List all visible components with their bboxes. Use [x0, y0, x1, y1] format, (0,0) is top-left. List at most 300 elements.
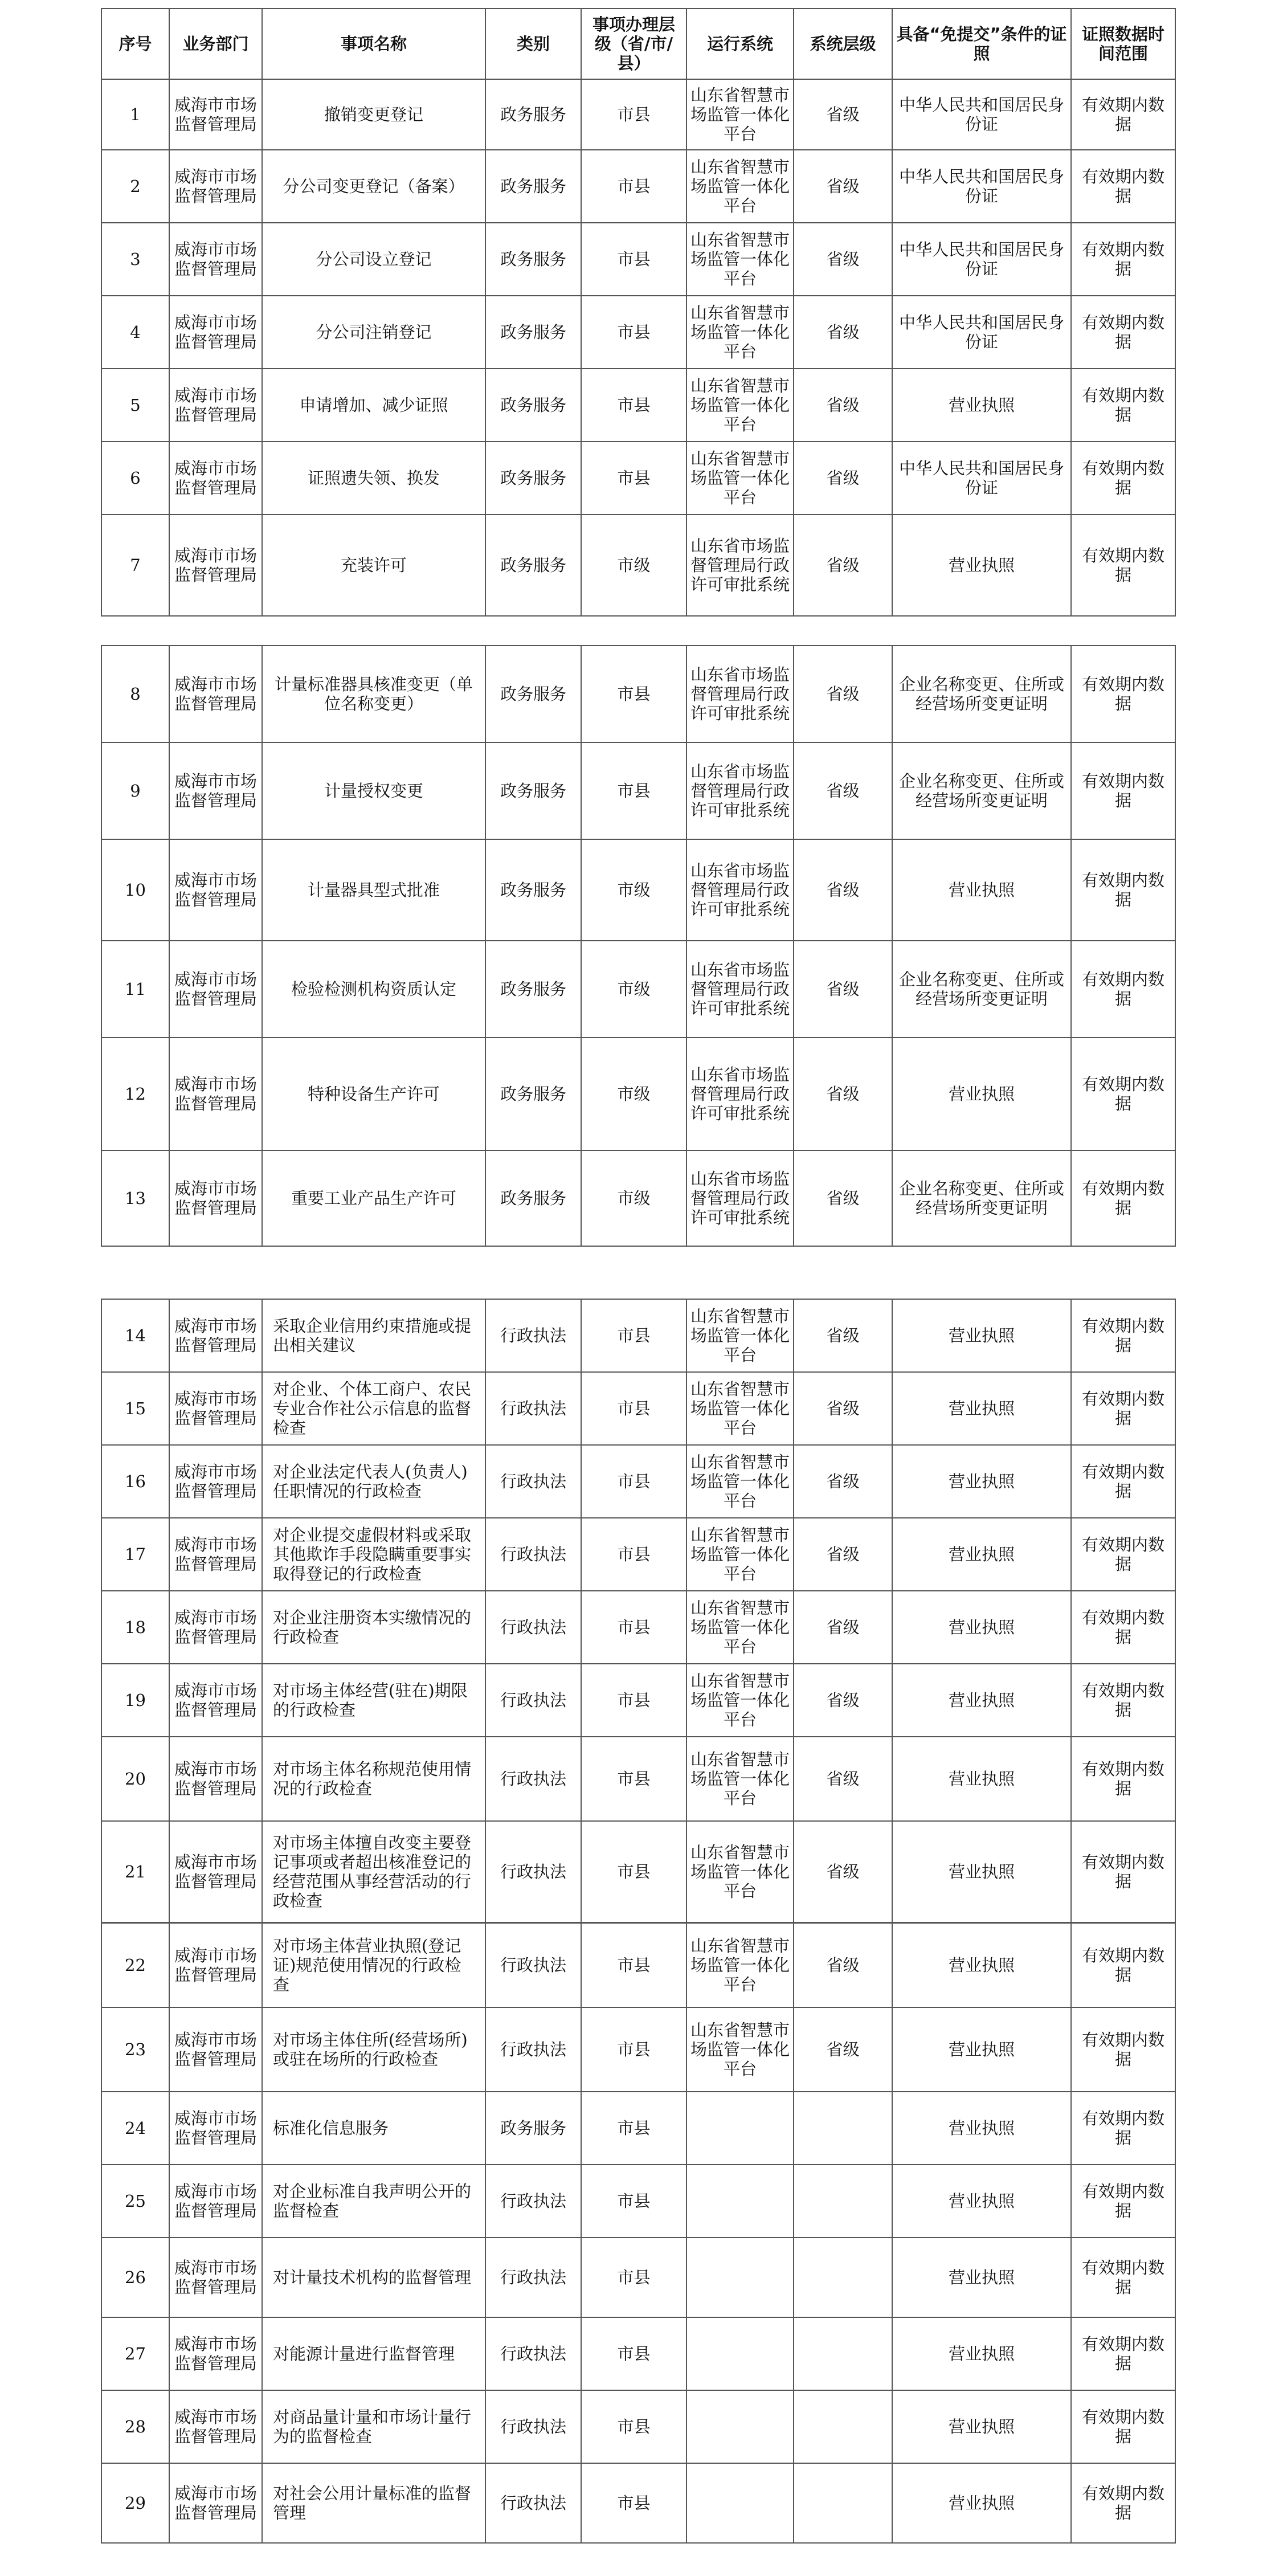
cell-item-name: 对社会公用计量标准的监督管理	[262, 2463, 485, 2543]
cell-level: 市县	[581, 150, 687, 223]
cell-index: 7	[101, 515, 169, 616]
cell-department: 威海市市场监督管理局	[169, 1664, 262, 1737]
cell-system-level: 省级	[794, 1150, 892, 1246]
cell-department: 威海市市场监督管理局	[169, 941, 262, 1038]
table-row	[101, 2390, 1175, 2463]
table-row	[101, 646, 1175, 742]
cell-index: 29	[101, 2463, 169, 2543]
cell-item-name: 对企业注册资本实缴情况的行政检查	[262, 1591, 485, 1664]
cell-time-range: 有效期内数据	[1071, 2317, 1175, 2390]
cell-system-level: 省级	[794, 742, 892, 839]
cell-item-name: 对市场主体经营(驻在)期限的行政检查	[262, 1664, 485, 1737]
cell-time-range: 有效期内数据	[1071, 1664, 1175, 1737]
cell-level: 市县	[581, 2317, 687, 2390]
cell-index: 3	[101, 223, 169, 296]
cell-category: 行政执法	[485, 2463, 581, 2543]
cell-system: 山东省市场监督管理局行政许可审批系统	[687, 1150, 794, 1246]
cell-category: 政务服务	[485, 79, 581, 150]
cell-time-range: 有效期内数据	[1071, 1821, 1175, 1922]
cell-item-name: 对市场主体营业执照(登记证)规范使用情况的行政检查	[262, 1923, 485, 2007]
cell-system	[687, 2092, 794, 2165]
cell-system-level: 省级	[794, 1445, 892, 1518]
cell-system: 山东省智慧市场监管一体化平台	[687, 1737, 794, 1821]
header-index: 序号	[101, 9, 169, 79]
cell-item-name: 对企业提交虚假材料或采取其他欺诈手段隐瞒重要事实取得登记的行政检查	[262, 1518, 485, 1591]
cell-item-name: 申请增加、减少证照	[262, 369, 485, 442]
table-row	[101, 1737, 1175, 1821]
cell-system: 山东省智慧市场监管一体化平台	[687, 1591, 794, 1664]
header-item-name: 事项名称	[262, 9, 485, 79]
cell-system-level: 省级	[794, 1518, 892, 1591]
table-row	[101, 1150, 1175, 1246]
table-row	[101, 442, 1175, 515]
cell-license: 营业执照	[892, 1821, 1071, 1922]
cell-time-range: 有效期内数据	[1071, 646, 1175, 742]
cell-level: 市县	[581, 1518, 687, 1591]
cell-level: 市县	[581, 646, 687, 742]
cell-system: 山东省智慧市场监管一体化平台	[687, 1445, 794, 1518]
cell-index: 6	[101, 442, 169, 515]
cell-license: 营业执照	[892, 1372, 1071, 1445]
cell-system-level: 省级	[794, 150, 892, 223]
cell-level: 市县	[581, 223, 687, 296]
cell-category: 政务服务	[485, 296, 581, 369]
cell-category: 行政执法	[485, 1299, 581, 1372]
cell-item-name: 对能源计量进行监督管理	[262, 2317, 485, 2390]
cell-department: 威海市市场监督管理局	[169, 742, 262, 839]
cell-index: 24	[101, 2092, 169, 2165]
cell-level: 市县	[581, 2007, 687, 2092]
cell-system-level: 省级	[794, 941, 892, 1038]
header-time-range: 证照数据时间范围	[1071, 9, 1175, 79]
cell-time-range: 有效期内数据	[1071, 2007, 1175, 2092]
cell-system: 山东省智慧市场监管一体化平台	[687, 1923, 794, 2007]
cell-index: 15	[101, 1372, 169, 1445]
cell-index: 11	[101, 941, 169, 1038]
cell-system-level: 省级	[794, 296, 892, 369]
cell-item-name: 检验检测机构资质认定	[262, 941, 485, 1038]
cell-index: 16	[101, 1445, 169, 1518]
cell-time-range: 有效期内数据	[1071, 296, 1175, 369]
cell-system-level: 省级	[794, 1299, 892, 1372]
cell-system: 山东省市场监督管理局行政许可审批系统	[687, 839, 794, 941]
cell-time-range: 有效期内数据	[1071, 2092, 1175, 2165]
cell-department: 威海市市场监督管理局	[169, 1299, 262, 1372]
cell-category: 行政执法	[485, 1372, 581, 1445]
cell-department: 威海市市场监督管理局	[169, 2165, 262, 2238]
cell-license: 营业执照	[892, 2390, 1071, 2463]
cell-license: 企业名称变更、住所或经营场所变更证明	[892, 1150, 1071, 1246]
cell-level: 市县	[581, 369, 687, 442]
cell-system-level: 省级	[794, 515, 892, 616]
table-row	[101, 1591, 1175, 1664]
cell-system	[687, 2165, 794, 2238]
cell-license: 营业执照	[892, 2238, 1071, 2317]
cell-category: 政务服务	[485, 369, 581, 442]
table-row	[101, 1821, 1175, 1922]
cell-category: 政务服务	[485, 1150, 581, 1246]
cell-license: 中华人民共和国居民身份证	[892, 150, 1071, 223]
cell-system	[687, 2317, 794, 2390]
cell-item-name: 计量器具型式批准	[262, 839, 485, 941]
cell-time-range: 有效期内数据	[1071, 742, 1175, 839]
cell-system-level: 省级	[794, 646, 892, 742]
table-row	[101, 1372, 1175, 1445]
table-row	[101, 941, 1175, 1038]
cell-item-name: 分公司变更登记（备案）	[262, 150, 485, 223]
cell-index: 8	[101, 646, 169, 742]
table-row	[101, 515, 1175, 616]
header-system: 运行系统	[687, 9, 794, 79]
table-row	[101, 839, 1175, 941]
cell-department: 威海市市场监督管理局	[169, 1372, 262, 1445]
cell-system: 山东省智慧市场监管一体化平台	[687, 1299, 794, 1372]
cell-index: 5	[101, 369, 169, 442]
cell-department: 威海市市场监督管理局	[169, 2463, 262, 2543]
cell-system-level	[794, 2390, 892, 2463]
cell-department: 威海市市场监督管理局	[169, 79, 262, 150]
cell-category: 行政执法	[485, 2165, 581, 2238]
cell-category: 政务服务	[485, 646, 581, 742]
cell-license: 营业执照	[892, 1518, 1071, 1591]
cell-time-range: 有效期内数据	[1071, 150, 1175, 223]
cell-license: 中华人民共和国居民身份证	[892, 223, 1071, 296]
cell-department: 威海市市场监督管理局	[169, 369, 262, 442]
cell-category: 政务服务	[485, 2092, 581, 2165]
cell-department: 威海市市场监督管理局	[169, 839, 262, 941]
table-block-3	[101, 1299, 1176, 1923]
cell-department: 威海市市场监督管理局	[169, 150, 262, 223]
table-row	[101, 1299, 1175, 1372]
cell-department: 威海市市场监督管理局	[169, 1518, 262, 1591]
cell-department: 威海市市场监督管理局	[169, 1821, 262, 1922]
cell-department: 威海市市场监督管理局	[169, 2007, 262, 2092]
cell-index: 4	[101, 296, 169, 369]
cell-license: 营业执照	[892, 2165, 1071, 2238]
cell-department: 威海市市场监督管理局	[169, 442, 262, 515]
cell-system: 山东省智慧市场监管一体化平台	[687, 1821, 794, 1922]
cell-category: 政务服务	[485, 839, 581, 941]
table-row	[101, 2092, 1175, 2165]
cell-category: 政务服务	[485, 941, 581, 1038]
cell-index: 12	[101, 1038, 169, 1150]
header-system-level: 系统层级	[794, 9, 892, 79]
table-block-2	[101, 645, 1176, 1247]
cell-department: 威海市市场监督管理局	[169, 223, 262, 296]
cell-level: 市县	[581, 1372, 687, 1445]
cell-system-level	[794, 2092, 892, 2165]
cell-level: 市县	[581, 1591, 687, 1664]
cell-system-level: 省级	[794, 1821, 892, 1922]
header-category: 类别	[485, 9, 581, 79]
cell-license: 营业执照	[892, 1038, 1071, 1150]
cell-level: 市县	[581, 2390, 687, 2463]
cell-index: 19	[101, 1664, 169, 1737]
cell-item-name: 撤销变更登记	[262, 79, 485, 150]
table-row	[101, 1038, 1175, 1150]
cell-license: 营业执照	[892, 2007, 1071, 2092]
cell-index: 28	[101, 2390, 169, 2463]
cell-department: 威海市市场监督管理局	[169, 1737, 262, 1821]
cell-system-level: 省级	[794, 369, 892, 442]
cell-level: 市县	[581, 1664, 687, 1737]
cell-system-level	[794, 2463, 892, 2543]
cell-license: 营业执照	[892, 2317, 1071, 2390]
cell-item-name: 对市场主体名称规范使用情况的行政检查	[262, 1737, 485, 1821]
cell-item-name: 对企业、个体工商户、农民专业合作社公示信息的监督检查	[262, 1372, 485, 1445]
cell-system: 山东省智慧市场监管一体化平台	[687, 296, 794, 369]
cell-system-level: 省级	[794, 1591, 892, 1664]
cell-level: 市县	[581, 742, 687, 839]
cell-system: 山东省智慧市场监管一体化平台	[687, 442, 794, 515]
table-row	[101, 1445, 1175, 1518]
cell-department: 威海市市场监督管理局	[169, 1150, 262, 1246]
table-block-1	[101, 8, 1176, 617]
cell-time-range: 有效期内数据	[1071, 79, 1175, 150]
cell-index: 20	[101, 1737, 169, 1821]
cell-category: 行政执法	[485, 1664, 581, 1737]
table-row	[101, 1664, 1175, 1737]
cell-category: 行政执法	[485, 1923, 581, 2007]
cell-time-range: 有效期内数据	[1071, 1591, 1175, 1664]
cell-system: 山东省智慧市场监管一体化平台	[687, 79, 794, 150]
cell-license: 企业名称变更、住所或经营场所变更证明	[892, 941, 1071, 1038]
cell-category: 政务服务	[485, 1038, 581, 1150]
header-level: 事项办理层级（省/市/县）	[581, 9, 687, 79]
cell-time-range: 有效期内数据	[1071, 369, 1175, 442]
cell-index: 27	[101, 2317, 169, 2390]
cell-time-range: 有效期内数据	[1071, 1518, 1175, 1591]
table-row	[101, 2238, 1175, 2317]
cell-time-range: 有效期内数据	[1071, 1737, 1175, 1821]
cell-index: 18	[101, 1591, 169, 1664]
table-row	[101, 369, 1175, 442]
cell-level: 市县	[581, 1445, 687, 1518]
cell-item-name: 计量授权变更	[262, 742, 485, 839]
cell-time-range: 有效期内数据	[1071, 2238, 1175, 2317]
cell-system-level: 省级	[794, 79, 892, 150]
cell-system-level: 省级	[794, 1923, 892, 2007]
cell-system: 山东省智慧市场监管一体化平台	[687, 1372, 794, 1445]
cell-system-level	[794, 2317, 892, 2390]
cell-department: 威海市市场监督管理局	[169, 2238, 262, 2317]
cell-department: 威海市市场监督管理局	[169, 2092, 262, 2165]
cell-item-name: 对市场主体擅自改变主要登记事项或者超出核准登记的经营范围从事经营活动的行政检查	[262, 1821, 485, 1922]
cell-index: 25	[101, 2165, 169, 2238]
cell-system-level: 省级	[794, 839, 892, 941]
table-row	[101, 742, 1175, 839]
table-row	[101, 1923, 1175, 2007]
cell-level: 市县	[581, 2092, 687, 2165]
cell-level: 市县	[581, 442, 687, 515]
cell-system-level: 省级	[794, 2007, 892, 2092]
cell-department: 威海市市场监督管理局	[169, 1923, 262, 2007]
table-row	[101, 2317, 1175, 2390]
table-block-4	[101, 1922, 1176, 2544]
cell-license: 营业执照	[892, 1299, 1071, 1372]
cell-license: 中华人民共和国居民身份证	[892, 79, 1071, 150]
cell-index: 9	[101, 742, 169, 839]
cell-system: 山东省智慧市场监管一体化平台	[687, 1518, 794, 1591]
cell-system-level	[794, 2165, 892, 2238]
cell-license: 营业执照	[892, 2092, 1071, 2165]
cell-item-name: 计量标准器具核准变更（单位名称变更）	[262, 646, 485, 742]
cell-level: 市级	[581, 515, 687, 616]
cell-time-range: 有效期内数据	[1071, 1445, 1175, 1518]
table-row	[101, 2007, 1175, 2092]
cell-category: 行政执法	[485, 1737, 581, 1821]
cell-system-level: 省级	[794, 1038, 892, 1150]
cell-item-name: 对计量技术机构的监督管理	[262, 2238, 485, 2317]
cell-item-name: 对企业标准自我声明公开的监督检查	[262, 2165, 485, 2238]
table-row	[101, 1518, 1175, 1591]
cell-level: 市级	[581, 941, 687, 1038]
cell-time-range: 有效期内数据	[1071, 941, 1175, 1038]
cell-time-range: 有效期内数据	[1071, 515, 1175, 616]
cell-category: 行政执法	[485, 1445, 581, 1518]
cell-system: 山东省智慧市场监管一体化平台	[687, 150, 794, 223]
cell-level: 市级	[581, 839, 687, 941]
cell-time-range: 有效期内数据	[1071, 1923, 1175, 2007]
cell-level: 市县	[581, 2165, 687, 2238]
cell-system: 山东省智慧市场监管一体化平台	[687, 2007, 794, 2092]
cell-department: 威海市市场监督管理局	[169, 646, 262, 742]
cell-category: 政务服务	[485, 223, 581, 296]
cell-level: 市县	[581, 79, 687, 150]
cell-time-range: 有效期内数据	[1071, 839, 1175, 941]
cell-index: 13	[101, 1150, 169, 1246]
cell-item-name: 特种设备生产许可	[262, 1038, 485, 1150]
cell-system: 山东省智慧市场监管一体化平台	[687, 223, 794, 296]
cell-item-name: 对市场主体住所(经营场所)或驻在场所的行政检查	[262, 2007, 485, 2092]
cell-license: 营业执照	[892, 839, 1071, 941]
cell-category: 行政执法	[485, 1518, 581, 1591]
cell-index: 26	[101, 2238, 169, 2317]
cell-category: 行政执法	[485, 2317, 581, 2390]
cell-level: 市县	[581, 2463, 687, 2543]
cell-system-level: 省级	[794, 1664, 892, 1737]
cell-system: 山东省市场监督管理局行政许可审批系统	[687, 646, 794, 742]
cell-license: 企业名称变更、住所或经营场所变更证明	[892, 742, 1071, 839]
cell-department: 威海市市场监督管理局	[169, 1591, 262, 1664]
cell-system: 山东省市场监督管理局行政许可审批系统	[687, 742, 794, 839]
cell-index: 21	[101, 1821, 169, 1922]
cell-level: 市县	[581, 2238, 687, 2317]
cell-item-name: 证照遗失领、换发	[262, 442, 485, 515]
cell-item-name: 分公司设立登记	[262, 223, 485, 296]
table-row	[101, 79, 1175, 150]
cell-system	[687, 2463, 794, 2543]
cell-license: 企业名称变更、住所或经营场所变更证明	[892, 646, 1071, 742]
cell-time-range: 有效期内数据	[1071, 2463, 1175, 2543]
cell-system: 山东省市场监督管理局行政许可审批系统	[687, 1038, 794, 1150]
cell-index: 14	[101, 1299, 169, 1372]
header-department: 业务部门	[169, 9, 262, 79]
cell-category: 政务服务	[485, 442, 581, 515]
cell-system: 山东省市场监督管理局行政许可审批系统	[687, 515, 794, 616]
cell-level: 市县	[581, 296, 687, 369]
cell-category: 行政执法	[485, 1591, 581, 1664]
cell-department: 威海市市场监督管理局	[169, 1445, 262, 1518]
cell-index: 1	[101, 79, 169, 150]
cell-time-range: 有效期内数据	[1071, 2165, 1175, 2238]
cell-time-range: 有效期内数据	[1071, 1299, 1175, 1372]
cell-category: 行政执法	[485, 1821, 581, 1922]
cell-license: 营业执照	[892, 515, 1071, 616]
cell-level: 市县	[581, 1737, 687, 1821]
cell-system	[687, 2238, 794, 2317]
cell-index: 2	[101, 150, 169, 223]
cell-level: 市县	[581, 1923, 687, 2007]
cell-system	[687, 2390, 794, 2463]
cell-time-range: 有效期内数据	[1071, 1372, 1175, 1445]
table-row	[101, 2165, 1175, 2238]
cell-license: 营业执照	[892, 1737, 1071, 1821]
table-row	[101, 150, 1175, 223]
cell-category: 行政执法	[485, 2390, 581, 2463]
cell-index: 22	[101, 1923, 169, 2007]
cell-category: 行政执法	[485, 2007, 581, 2092]
cell-system-level: 省级	[794, 1372, 892, 1445]
cell-category: 政务服务	[485, 515, 581, 616]
cell-level: 市级	[581, 1150, 687, 1246]
cell-item-name: 重要工业产品生产许可	[262, 1150, 485, 1246]
cell-license: 营业执照	[892, 369, 1071, 442]
table-row	[101, 296, 1175, 369]
cell-category: 行政执法	[485, 2238, 581, 2317]
cell-department: 威海市市场监督管理局	[169, 296, 262, 369]
cell-license: 营业执照	[892, 1923, 1071, 2007]
cell-category: 政务服务	[485, 150, 581, 223]
cell-system: 山东省智慧市场监管一体化平台	[687, 1664, 794, 1737]
cell-time-range: 有效期内数据	[1071, 2390, 1175, 2463]
cell-item-name: 对企业法定代表人(负责人)任职情况的行政检查	[262, 1445, 485, 1518]
cell-system-level: 省级	[794, 442, 892, 515]
cell-category: 政务服务	[485, 742, 581, 839]
table-row	[101, 223, 1175, 296]
cell-item-name: 充装许可	[262, 515, 485, 616]
cell-department: 威海市市场监督管理局	[169, 2390, 262, 2463]
cell-system: 山东省市场监督管理局行政许可审批系统	[687, 941, 794, 1038]
cell-index: 10	[101, 839, 169, 941]
cell-level: 市级	[581, 1038, 687, 1150]
cell-system: 山东省智慧市场监管一体化平台	[687, 369, 794, 442]
cell-item-name: 分公司注销登记	[262, 296, 485, 369]
cell-time-range: 有效期内数据	[1071, 223, 1175, 296]
cell-index: 23	[101, 2007, 169, 2092]
cell-license: 中华人民共和国居民身份证	[892, 442, 1071, 515]
cell-index: 17	[101, 1518, 169, 1591]
cell-level: 市县	[581, 1299, 687, 1372]
cell-time-range: 有效期内数据	[1071, 442, 1175, 515]
cell-license: 营业执照	[892, 1664, 1071, 1737]
cell-license: 中华人民共和国居民身份证	[892, 296, 1071, 369]
header-license: 具备“免提交”条件的证照	[892, 9, 1071, 79]
table-row	[101, 2463, 1175, 2543]
cell-license: 营业执照	[892, 2463, 1071, 2543]
cell-item-name: 采取企业信用约束措施或提出相关建议	[262, 1299, 485, 1372]
cell-system-level: 省级	[794, 223, 892, 296]
cell-department: 威海市市场监督管理局	[169, 515, 262, 616]
cell-license: 营业执照	[892, 1591, 1071, 1664]
cell-time-range: 有效期内数据	[1071, 1150, 1175, 1246]
cell-item-name: 标准化信息服务	[262, 2092, 485, 2165]
cell-department: 威海市市场监督管理局	[169, 2317, 262, 2390]
cell-system-level: 省级	[794, 1737, 892, 1821]
cell-system-level	[794, 2238, 892, 2317]
cell-item-name: 对商品量计量和市场计量行为的监督检查	[262, 2390, 485, 2463]
cell-license: 营业执照	[892, 1445, 1071, 1518]
